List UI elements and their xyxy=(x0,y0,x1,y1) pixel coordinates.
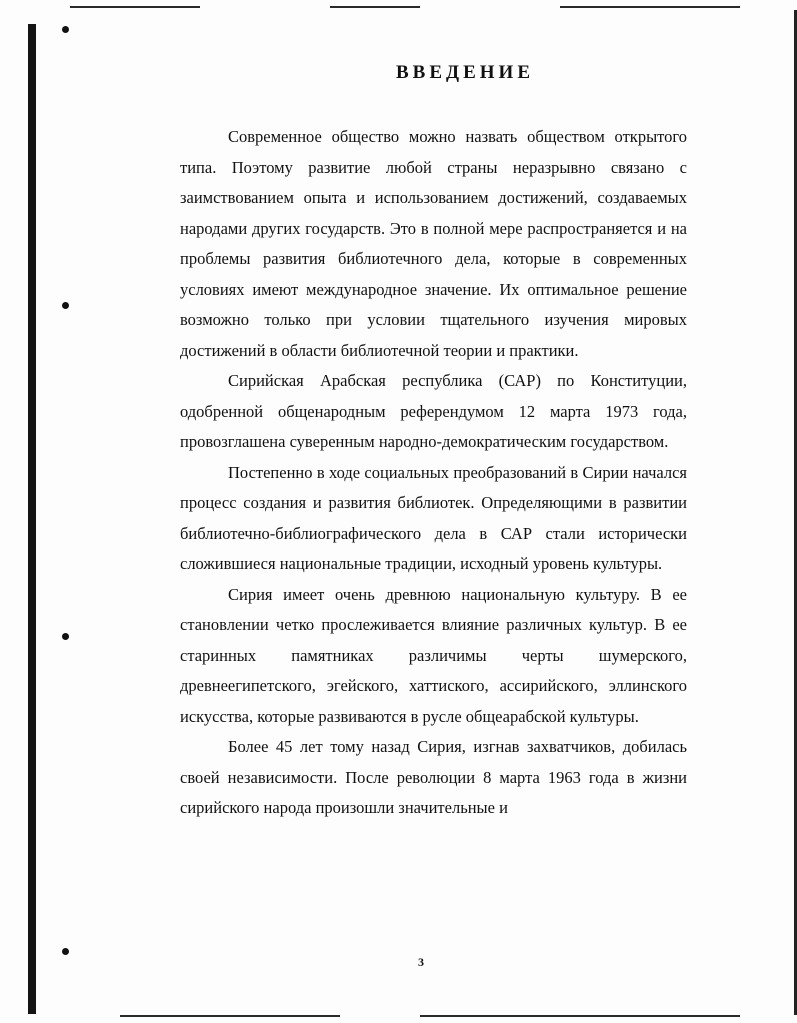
page-title: ВВЕДЕНИЕ xyxy=(396,62,534,83)
scan-top-line xyxy=(560,6,740,8)
paragraph-constitution: Сирийская Арабская республика (САР) по Конституции, одобренной общенародным референдумом 12 марта 1973 года, провозглашена суверенным народно-демократическим государством. xyxy=(180,371,687,451)
paragraph-culture: Сирия имеет очень древнюю национальную культуру. В ее становлении четко прослеживается влияние различных культур. В ее старинных памятниках различимы черты шумерского, древнеегипетского, эгейского, хаттиского, ассирийского, эллинского искусства, которые развиваются в русле общеарабской культуры. xyxy=(180,584,687,726)
paragraph-independence: Более 45 лет тому назад Сирия, изгнав захватчиков, добилась своей независимости. После революции 8 марта 1963 года в жизни сирийского народа произошли значительные и xyxy=(180,737,687,817)
body-text xyxy=(180,122,687,824)
scan-top-line xyxy=(70,6,200,8)
punch-hole-mark xyxy=(62,26,69,33)
scan-bottom-line xyxy=(120,1015,340,1017)
scan-edge-shadow xyxy=(28,24,36,1014)
punch-hole-mark xyxy=(62,633,69,640)
punch-hole-mark xyxy=(62,302,69,309)
scan-top-line xyxy=(330,6,420,8)
paragraph-intro: Современное общество можно назвать обществом открытого типа. Поэтому развитие любой страны неразрывно связано с заимствованием опыта и использованием достижений, создаваемых народами других государств. Это в полной мере распространяется и на проблемы развития библиотечного дела, которые в современных условиях имеют международное значение. Их оптимальное решение возможно только при условии тщательного изучения мировых достижений в области библиотечной теории и практики. xyxy=(180,127,687,360)
scan-bottom-line xyxy=(420,1015,740,1017)
paragraph-libraries: Постепенно в ходе социальных преобразований в Сирии начался процесс создания и развития библиотек. Определяющими в развитии библиотечно-библиографического дела в САР стали исторически сложившиеся национальные традиции, исходный уровень культуры. xyxy=(180,462,687,573)
page-number: 3 xyxy=(418,955,424,969)
punch-hole-mark xyxy=(62,948,69,955)
